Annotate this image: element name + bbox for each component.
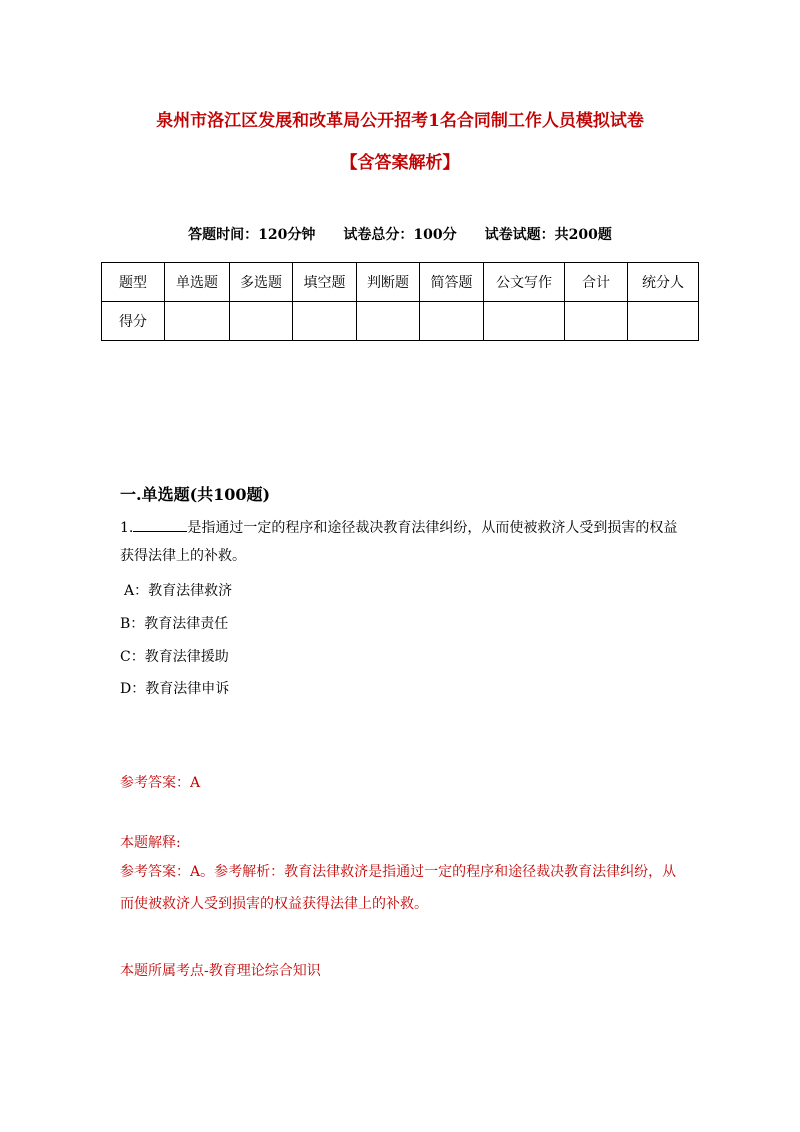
score-cell[interactable] bbox=[230, 302, 293, 341]
document-subtitle: 【含答案解析】 bbox=[340, 153, 460, 173]
explanation-label: 本题解释: bbox=[120, 835, 181, 851]
question-stem bbox=[120, 514, 680, 570]
score-table-header-row bbox=[102, 263, 699, 302]
exam-info bbox=[0, 224, 800, 244]
score-header-cell: 合计 bbox=[565, 263, 628, 302]
explanation-text: 参考答案：A。参考解析：教育法律救济是指通过一定的程序和途径裁决教育法律纠纷，从而使被救济人受到损害的权益获得法律上的补救。 bbox=[120, 864, 677, 912]
document-title: 泉州市洛江区发展和改革局公开招考1名合同制工作人员模拟试卷 bbox=[156, 111, 644, 131]
score-header-cell: 统分人 bbox=[628, 263, 699, 302]
option-d[interactable]: D：教育法律申诉 bbox=[120, 681, 230, 697]
exam-total-score: 试卷总分：100分 bbox=[343, 227, 457, 243]
score-row-label: 得分 bbox=[102, 302, 165, 341]
score-cell[interactable] bbox=[420, 302, 484, 341]
score-cell[interactable] bbox=[357, 302, 420, 341]
exam-time: 答题时间：120分钟 bbox=[188, 227, 316, 243]
score-cell[interactable] bbox=[293, 302, 357, 341]
knowledge-point: 本题所属考点-教育理论综合知识 bbox=[120, 963, 321, 979]
score-table bbox=[101, 262, 699, 341]
score-header-cell: 题型 bbox=[102, 263, 165, 302]
question-text: 是指通过一定的程序和途径裁决教育法律纠纷，从而使被救济人受到损害的权益获得法律上的补救。 bbox=[120, 520, 678, 564]
score-header-cell: 公文写作 bbox=[484, 263, 565, 302]
option-c[interactable]: C：教育法律援助 bbox=[120, 649, 229, 665]
exam-question-count: 试卷试题：共200题 bbox=[484, 227, 612, 243]
option-a[interactable]: A：教育法律救济 bbox=[124, 583, 233, 599]
score-cell[interactable] bbox=[628, 302, 699, 341]
score-header-cell: 多选题 bbox=[230, 263, 293, 302]
score-table-row bbox=[102, 302, 699, 341]
score-cell[interactable] bbox=[165, 302, 230, 341]
score-header-cell: 判断题 bbox=[357, 263, 420, 302]
score-header-cell: 填空题 bbox=[293, 263, 357, 302]
section-heading: 一.单选题(共100题) bbox=[120, 485, 271, 504]
score-cell[interactable] bbox=[565, 302, 628, 341]
score-cell[interactable] bbox=[484, 302, 565, 341]
score-header-cell: 简答题 bbox=[420, 263, 484, 302]
score-header-cell: 单选题 bbox=[165, 263, 230, 302]
reference-answer: 参考答案：A bbox=[120, 775, 201, 791]
answer-blank bbox=[133, 517, 187, 532]
option-b[interactable]: B：教育法律责任 bbox=[120, 616, 229, 632]
question-number: 1. bbox=[120, 520, 134, 536]
